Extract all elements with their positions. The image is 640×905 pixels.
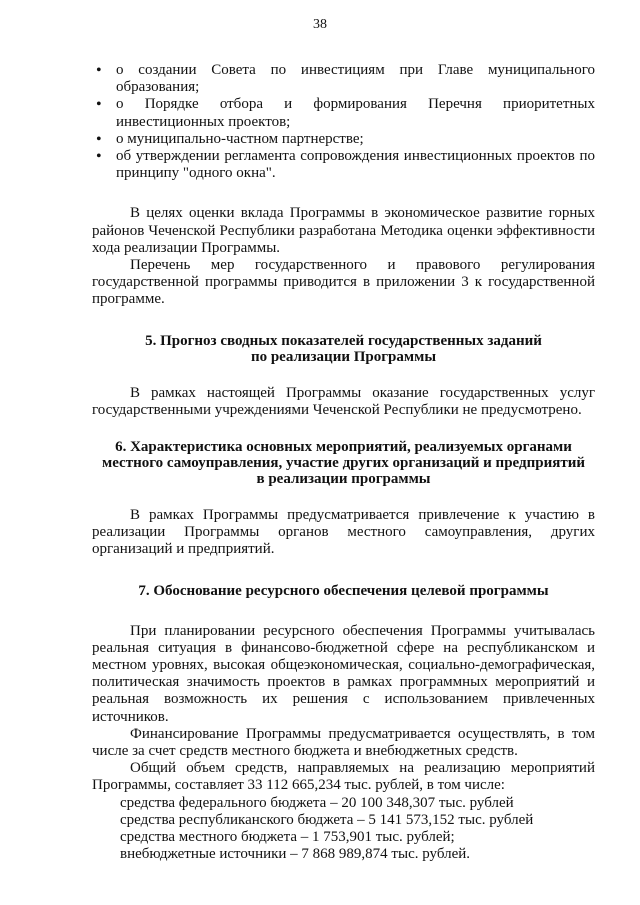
funding-source-item: средства местного бюджета – 1 753,901 тыс. рублей; <box>120 829 455 846</box>
list-item: • об утверждении регламента сопровождения инвестиционных проектов по принципу "одного окна". <box>92 148 595 182</box>
funding-source-item: внебюджетные источники – 7 868 989,874 тыс. рублей. <box>120 846 471 863</box>
measures-paragraph: Перечень мер государственного и правового регулирования государственной программы приводится в приложении 3 к государственной программе. <box>92 257 595 308</box>
funding-source-item: средства республиканского бюджета – 5 141 573,152 тыс. рублей <box>120 811 534 828</box>
spacer <box>92 599 595 623</box>
section-6-paragraph: В рамках Программы предусматривается привлечение к участию в реализации Программы органов местного самоуправления, других организаций и предприятий. <box>92 507 595 558</box>
decision-list <box>92 62 595 182</box>
section-6-heading <box>92 439 595 487</box>
heading-line: по реализации Программы <box>250 348 437 365</box>
heading-line: местного самоуправления, участие других организаций и предприятий <box>101 455 585 472</box>
spacer <box>92 559 595 583</box>
heading-line: 6. Характеристика основных мероприятий, реализуемых органами <box>115 439 572 456</box>
list-item: • о муниципально-частном партнерстве; <box>92 131 595 148</box>
spacer <box>92 309 595 333</box>
heading-line: в реализации программы <box>256 471 431 488</box>
spacer <box>92 365 595 385</box>
section-5-paragraph: В рамках настоящей Программы оказание государственных услуг государственными учреждениями Чеченской Республики не предусмотрено. <box>92 384 595 418</box>
section-7-paragraph-financing: Финансирование Программы предусматривается осуществлять, в том числе за счет средств местного бюджета и внебюджетных средств. <box>92 725 595 760</box>
page-number: 38 <box>313 17 327 32</box>
section-5-heading <box>92 333 595 365</box>
funding-source-item: средства федерального бюджета – 20 100 348,307 тыс. рублей <box>120 794 514 811</box>
heading-line: 5. Прогноз сводных показателей государственных заданий <box>145 332 542 349</box>
spacer <box>92 419 595 439</box>
list-item: • о Порядке отбора и формирования Перечня приоритетных инвестиционных проектов; <box>92 96 595 130</box>
page-content <box>92 62 595 864</box>
section-7-paragraph-total: Общий объем средств, направляемых на реализацию мероприятий Программы, составляет 33 112 665,234 тыс. рублей, в том числе: <box>92 760 595 794</box>
methodology-paragraph: В целях оценки вклада Программы в экономическое развитие горных районов Чеченской Республики разработана Методика оценки эффективности хода реализации Программы. <box>92 205 595 256</box>
spacer <box>92 487 595 507</box>
funding-sources-list <box>92 795 595 864</box>
list-item: • о создании Совета по инвестициям при Главе муниципального образования; <box>92 62 595 96</box>
section-7-heading: 7. Обоснование ресурсного обеспечения целевой программы <box>138 582 549 599</box>
section-7-paragraph-planning: При планировании ресурсного обеспечения Программы учитывалась реальная ситуация в финансово-бюджетной сфере на республиканском и местном уровнях, высокая общеэкономическая, социально-демографическая, политическая значимость проектов в рамках программных мероприятий и реальная возможность их решения с использованием привлеченных источников. <box>92 622 595 725</box>
spacer <box>92 182 595 205</box>
